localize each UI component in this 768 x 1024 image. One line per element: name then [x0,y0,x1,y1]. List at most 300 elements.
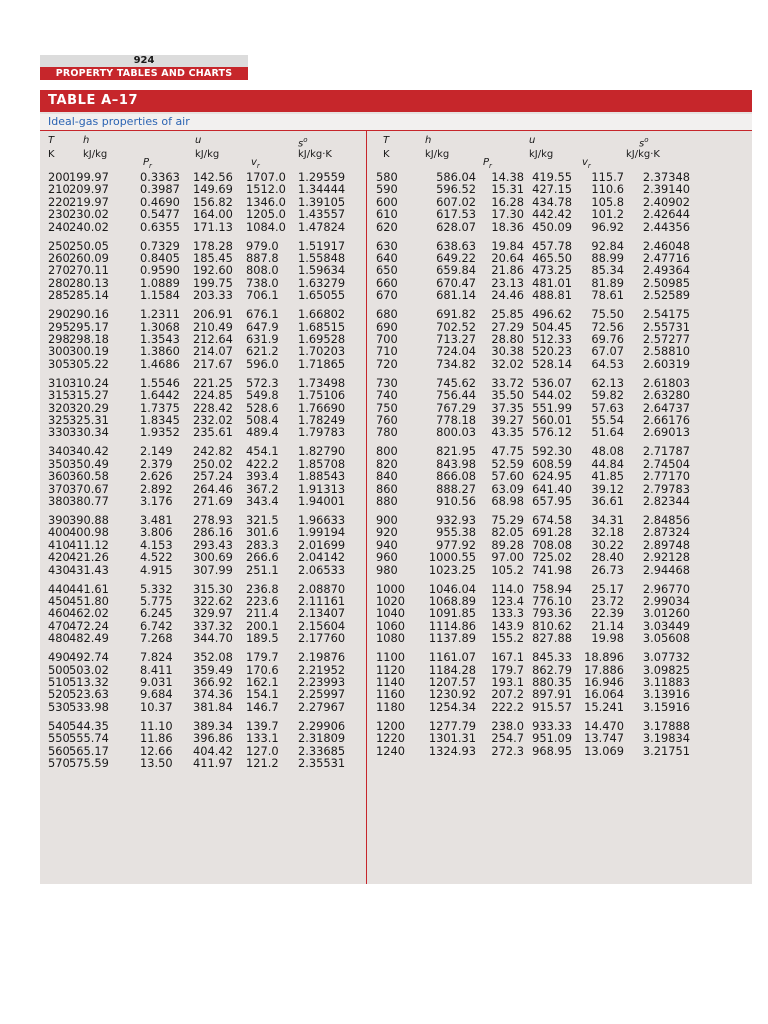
cell-s: 2.27967 [298,699,346,714]
cell-h: 932.93 [436,513,476,527]
cell-T: 390 [48,513,70,527]
cell-vr: 251.1 [246,562,279,577]
cell-Pr: 35.50 [491,388,524,403]
cell-h: 513.32 [69,675,109,689]
cell-u: 674.58 [532,513,572,527]
cell-s: 2.01699 [298,537,346,552]
cell-T: 1120 [376,662,405,677]
cell-h: 767.29 [436,400,476,415]
cell-u: 691.28 [532,525,572,540]
cell-Pr: 179.7 [491,662,524,677]
cell-s: 1.51917 [298,238,346,253]
cell-vr: 26.73 [591,562,624,577]
cell-s: 2.71787 [642,444,690,459]
cell-Pr: 6.742 [140,618,173,633]
cell-u: 641.40 [532,481,572,496]
cell-u: 608.59 [532,456,572,471]
cell-h: 1277.79 [428,718,476,733]
cell-h: 659.84 [436,263,476,278]
cell-Pr: 254.7 [491,731,524,746]
cell-u: 199.75 [193,275,233,290]
cell-u: 450.09 [532,219,572,234]
cell-u: 419.55 [532,170,572,184]
cell-T: 280 [48,275,70,290]
cell-s: 2.25997 [298,687,346,702]
cell-Pr: 39.27 [491,413,524,427]
cell-vr: 508.4 [246,413,279,427]
cell-h: 400.98 [69,525,109,540]
cell-u: 708.08 [532,537,572,552]
cell-u: 915.57 [532,699,572,714]
cell-vr: 133.1 [246,731,279,746]
table-row [40,289,752,302]
cell-Pr: 63.09 [491,481,524,496]
cell-u: 344.70 [193,631,233,646]
cell-vr: 211.4 [246,606,279,621]
cell-Pr: 155.2 [491,631,524,646]
cell-u: 381.84 [193,699,233,714]
cell-s: 2.61803 [642,375,690,390]
cell-Pr: 13.50 [140,756,173,770]
cell-Pr: 97.00 [491,550,524,565]
cell-h: 1254.34 [428,699,476,714]
cell-h: 390.88 [69,513,109,527]
cell-h: 955.38 [436,525,476,540]
cell-Pr: 1.3860 [140,344,180,359]
cell-vr: 55.54 [591,413,624,427]
cell-vr: 105.8 [591,194,624,209]
cell-h: 472.24 [69,618,109,633]
cell-u: 185.45 [193,251,233,265]
cell-u: 178.28 [193,238,233,253]
cell-T: 700 [376,332,398,346]
cell-vr: 16.946 [584,675,624,689]
cell-s: 2.55731 [642,319,690,334]
header-s-unit: kJ/kg·K [298,149,332,160]
cell-vr: 115.7 [591,170,624,184]
cell-h: 300.19 [69,344,109,359]
cell-s: 1.71865 [298,356,346,371]
cell-s: 1.85708 [298,456,346,471]
cell-vr: 19.98 [591,631,624,646]
cell-T: 570 [48,756,70,770]
cell-h: 503.02 [69,662,109,677]
cell-T: 1140 [376,675,405,689]
cell-Pr: 7.824 [140,650,173,665]
cell-s: 1.70203 [298,344,346,359]
table-row [40,745,752,758]
cell-Pr: 27.29 [491,319,524,334]
cell-u: 374.36 [193,687,233,702]
cell-T: 860 [376,481,398,496]
cell-s: 2.96770 [642,581,690,596]
header-s-unit: kJ/kg·K [626,149,660,160]
cell-u: 968.95 [532,743,572,758]
cell-T: 940 [376,537,398,552]
cell-s: 2.49364 [642,263,690,278]
cell-vr: 41.85 [591,469,624,484]
cell-h: 360.58 [69,469,109,484]
cell-vr: 16.064 [584,687,624,702]
cell-vr: 13.747 [584,731,624,746]
cell-vr: 887.8 [246,251,279,265]
cell-vr: 34.31 [591,513,624,527]
cell-T: 1080 [376,631,405,646]
table-row [40,757,752,770]
cell-Pr: 2.149 [140,444,173,459]
cell-h: 596.52 [436,182,476,197]
cell-vr: 572.3 [246,375,279,390]
cell-h: 533.98 [69,699,109,714]
cell-s: 2.08870 [298,581,346,596]
cell-vr: 64.53 [591,356,624,371]
cell-h: 565.17 [69,743,109,758]
cell-vr: 179.7 [246,650,279,665]
cell-u: 624.95 [532,469,572,484]
cell-u: 442.42 [532,207,572,222]
cell-T: 800 [376,444,398,459]
cell-vr: 17.886 [584,662,624,677]
cell-Pr: 37.35 [491,400,524,415]
cell-vr: 39.12 [591,481,624,496]
cell-vr: 979.0 [246,238,279,253]
cell-vr: 621.2 [246,344,279,359]
cell-h: 199.97 [69,170,109,184]
cell-s: 2.44356 [642,219,690,234]
cell-h: 462.02 [69,606,109,621]
cell-vr: 57.63 [591,400,624,415]
cell-Pr: 0.9590 [140,263,180,278]
cell-T: 240 [48,219,70,234]
table-row [40,426,752,439]
cell-vr: 139.7 [246,718,279,733]
cell-u: 536.07 [532,375,572,390]
cell-s: 2.13407 [298,606,346,621]
cell-u: 404.42 [193,743,233,758]
cell-s: 1.79783 [298,425,346,440]
cell-h: 977.92 [436,537,476,552]
cell-s: 3.01260 [642,606,690,621]
cell-T: 780 [376,425,398,440]
cell-vr: 738.0 [246,275,279,290]
cell-T: 440 [48,581,70,596]
cell-s: 2.63280 [642,388,690,403]
cell-u: 810.62 [532,618,572,633]
cell-Pr: 20.64 [491,251,524,265]
cell-Pr: 143.9 [491,618,524,633]
cell-T: 1200 [376,718,405,733]
cell-T: 260 [48,251,70,265]
cell-T: 600 [376,194,398,209]
cell-vr: 28.40 [591,550,624,565]
cell-s: 2.47716 [642,251,690,265]
cell-s: 2.54175 [642,307,690,322]
cell-u: 845.33 [532,650,572,665]
cell-T: 1220 [376,731,405,746]
cell-s: 2.99034 [642,594,690,608]
cell-h: 888.27 [436,481,476,496]
cell-s: 3.11883 [642,675,690,689]
cell-vr: 146.7 [246,699,279,714]
cell-Pr: 0.7329 [140,238,180,253]
table-row [40,701,752,714]
header-h-symbol: h [83,135,90,146]
cell-h: 1161.07 [428,650,476,665]
cell-u: 592.30 [532,444,572,459]
cell-u: 212.64 [193,332,233,346]
cell-T: 630 [376,238,398,253]
cell-u: 149.69 [193,182,233,197]
cell-Pr: 1.7375 [140,400,180,415]
cell-vr: 22.39 [591,606,624,621]
cell-T: 1020 [376,594,405,608]
cell-s: 2.94468 [642,562,690,577]
cell-Pr: 18.36 [491,219,524,234]
cell-u: 206.91 [193,307,233,322]
cell-s: 2.52589 [642,288,690,303]
cell-u: 171.13 [193,219,233,234]
cell-s: 1.47824 [298,219,346,234]
cell-s: 2.69013 [642,425,690,440]
cell-Pr: 3.481 [140,513,173,527]
cell-vr: 162.1 [246,675,279,689]
cell-Pr: 1.1584 [140,288,180,303]
cell-Pr: 3.176 [140,494,173,508]
cell-h: 320.29 [69,400,109,415]
cell-s: 2.23993 [298,675,346,689]
table-row [40,564,752,577]
cell-u: 337.32 [193,618,233,633]
cell-u: 235.61 [193,425,233,440]
cell-h: 575.59 [69,756,109,770]
cell-T: 1240 [376,743,405,758]
cell-vr: 1512.0 [246,182,286,197]
cell-vr: 81.89 [591,275,624,290]
cell-h: 702.52 [436,319,476,334]
cell-s: 2.79783 [642,481,690,496]
cell-u: 725.02 [532,550,572,565]
cell-s: 2.84856 [642,513,690,527]
cell-T: 640 [376,251,398,265]
cell-u: 322.62 [193,594,233,608]
cell-vr: 808.0 [246,263,279,278]
cell-vr: 59.82 [591,388,624,403]
cell-u: 758.94 [532,581,572,596]
cell-T: 920 [376,525,398,540]
cell-T: 325 [48,413,70,427]
cell-s: 1.68515 [298,319,346,334]
cell-u: 271.69 [193,494,233,508]
cell-h: 370.67 [69,481,109,496]
cell-s: 2.66176 [642,413,690,427]
cell-T: 1060 [376,618,405,633]
header-vr-symbol: $v_r$ [251,157,260,170]
cell-s: 2.29906 [298,718,346,733]
cell-vr: 189.5 [246,631,279,646]
cell-Pr: 5.775 [140,594,173,608]
header-rule [40,130,752,131]
cell-u: 897.91 [532,687,572,702]
cell-vr: 596.0 [246,356,279,371]
header-u-symbol: u [529,135,536,146]
section-title: PROPERTY TABLES AND CHARTS [40,67,248,80]
cell-s: 1.82790 [298,444,346,459]
cell-u: 329.97 [193,606,233,621]
header-vr-symbol: $v_r$ [582,157,591,170]
cell-Pr: 57.60 [491,469,524,484]
cell-T: 330 [48,425,70,440]
cell-T: 220 [48,194,70,209]
cell-s: 1.63279 [298,275,346,290]
header-T-symbol: T [48,135,55,146]
cell-Pr: 1.3543 [140,332,180,346]
cell-s: 3.21751 [642,743,690,758]
cell-h: 260.09 [69,251,109,265]
cell-h: 638.63 [436,238,476,253]
cell-u: 512.33 [532,332,572,346]
cell-h: 1137.89 [428,631,476,646]
cell-Pr: 272.3 [491,743,524,758]
cell-h: 843.98 [436,456,476,471]
cell-h: 1046.04 [428,581,476,596]
cell-s: 3.13916 [642,687,690,702]
cell-vr: 62.13 [591,375,624,390]
cell-vr: 321.5 [246,513,279,527]
cell-vr: 631.9 [246,332,279,346]
cell-T: 210 [48,182,70,197]
cell-h: 1114.86 [428,618,476,633]
cell-s: 2.82344 [642,494,690,508]
cell-Pr: 8.411 [140,662,173,677]
cell-vr: 36.61 [591,494,624,508]
cell-h: 1068.89 [428,594,476,608]
cell-vr: 92.84 [591,238,624,253]
table-row [40,632,752,645]
cell-h: 670.47 [436,275,476,290]
cell-Pr: 6.245 [140,606,173,621]
header-Pr-symbol: $P_r$ [143,157,152,170]
cell-s: 1.73498 [298,375,346,390]
cell-T: 470 [48,618,70,633]
cell-Pr: 4.153 [140,537,173,552]
cell-u: 396.86 [193,731,233,746]
cell-s: 2.31809 [298,731,346,746]
cell-T: 400 [48,525,70,540]
cell-T: 620 [376,219,398,234]
cell-s: 2.33685 [298,743,346,758]
cell-vr: 23.72 [591,594,624,608]
cell-s: 2.64737 [642,400,690,415]
cell-Pr: 11.86 [140,731,173,746]
cell-T: 370 [48,481,70,496]
cell-Pr: 4.522 [140,550,173,565]
cell-u: 293.43 [193,537,233,552]
cell-h: 1000.55 [428,550,476,565]
cell-T: 880 [376,494,398,508]
cell-h: 219.97 [69,194,109,209]
header-s-symbol: $s^o$ [639,136,649,150]
cell-u: 434.78 [532,194,572,209]
cell-Pr: 3.806 [140,525,173,540]
cell-T: 490 [48,650,70,665]
cell-s: 2.19876 [298,650,346,665]
cell-u: 156.82 [193,194,233,209]
cell-T: 290 [48,307,70,322]
cell-T: 760 [376,413,398,427]
cell-vr: 75.50 [591,307,624,322]
cell-u: 457.78 [532,238,572,253]
table-row [40,358,752,371]
cell-s: 1.43557 [298,207,346,222]
cell-h: 310.24 [69,375,109,390]
cell-u: 741.98 [532,562,572,577]
cell-h: 713.27 [436,332,476,346]
table-subtitle: Ideal-gas properties of air [40,114,752,130]
cell-h: 290.16 [69,307,109,322]
cell-Pr: 1.6442 [140,388,180,403]
cell-Pr: 0.3363 [140,170,180,184]
cell-u: 427.15 [532,182,572,197]
cell-Pr: 1.5546 [140,375,180,390]
cell-s: 2.50985 [642,275,690,290]
cell-vr: 110.6 [591,182,624,197]
cell-Pr: 105.2 [491,562,524,577]
cell-s: 2.89748 [642,537,690,552]
header-h-unit: kJ/kg [425,149,450,160]
header-h-unit: kJ/kg [83,149,108,160]
cell-s: 1.65055 [298,288,346,303]
cell-s: 2.87324 [642,525,690,540]
cell-T: 310 [48,375,70,390]
cell-vr: 1205.0 [246,207,286,222]
cell-vr: 367.2 [246,481,279,496]
cell-vr: 78.61 [591,288,624,303]
cell-h: 330.34 [69,425,109,440]
cell-Pr: 2.892 [140,481,173,496]
cell-Pr: 15.31 [491,182,524,197]
cell-h: 1207.57 [428,675,476,689]
cell-u: 192.60 [193,263,233,278]
cell-s: 3.03449 [642,618,690,633]
cell-u: 827.88 [532,631,572,646]
cell-T: 610 [376,207,398,222]
cell-Pr: 114.0 [491,581,524,596]
cell-h: 1230.92 [428,687,476,702]
cell-h: 451.80 [69,594,109,608]
cell-u: 560.01 [532,413,572,427]
cell-T: 690 [376,319,398,334]
header-T-unit: K [48,149,55,160]
cell-Pr: 1.0889 [140,275,180,290]
cell-vr: 170.6 [246,662,279,677]
cell-u: 951.09 [532,731,572,746]
cell-Pr: 0.6355 [140,219,180,234]
cell-h: 745.62 [436,375,476,390]
cell-Pr: 1.9352 [140,425,180,440]
cell-u: 528.14 [532,356,572,371]
header-u-unit: kJ/kg [195,149,220,160]
cell-u: 264.46 [193,481,233,496]
cell-u: 488.81 [532,288,572,303]
cell-Pr: 68.98 [491,494,524,508]
cell-vr: 14.470 [584,718,624,733]
cell-u: 389.34 [193,718,233,733]
cell-T: 460 [48,606,70,621]
cell-s: 1.69528 [298,332,346,346]
cell-h: 441.61 [69,581,109,596]
cell-h: 734.82 [436,356,476,371]
cell-s: 1.66802 [298,307,346,322]
